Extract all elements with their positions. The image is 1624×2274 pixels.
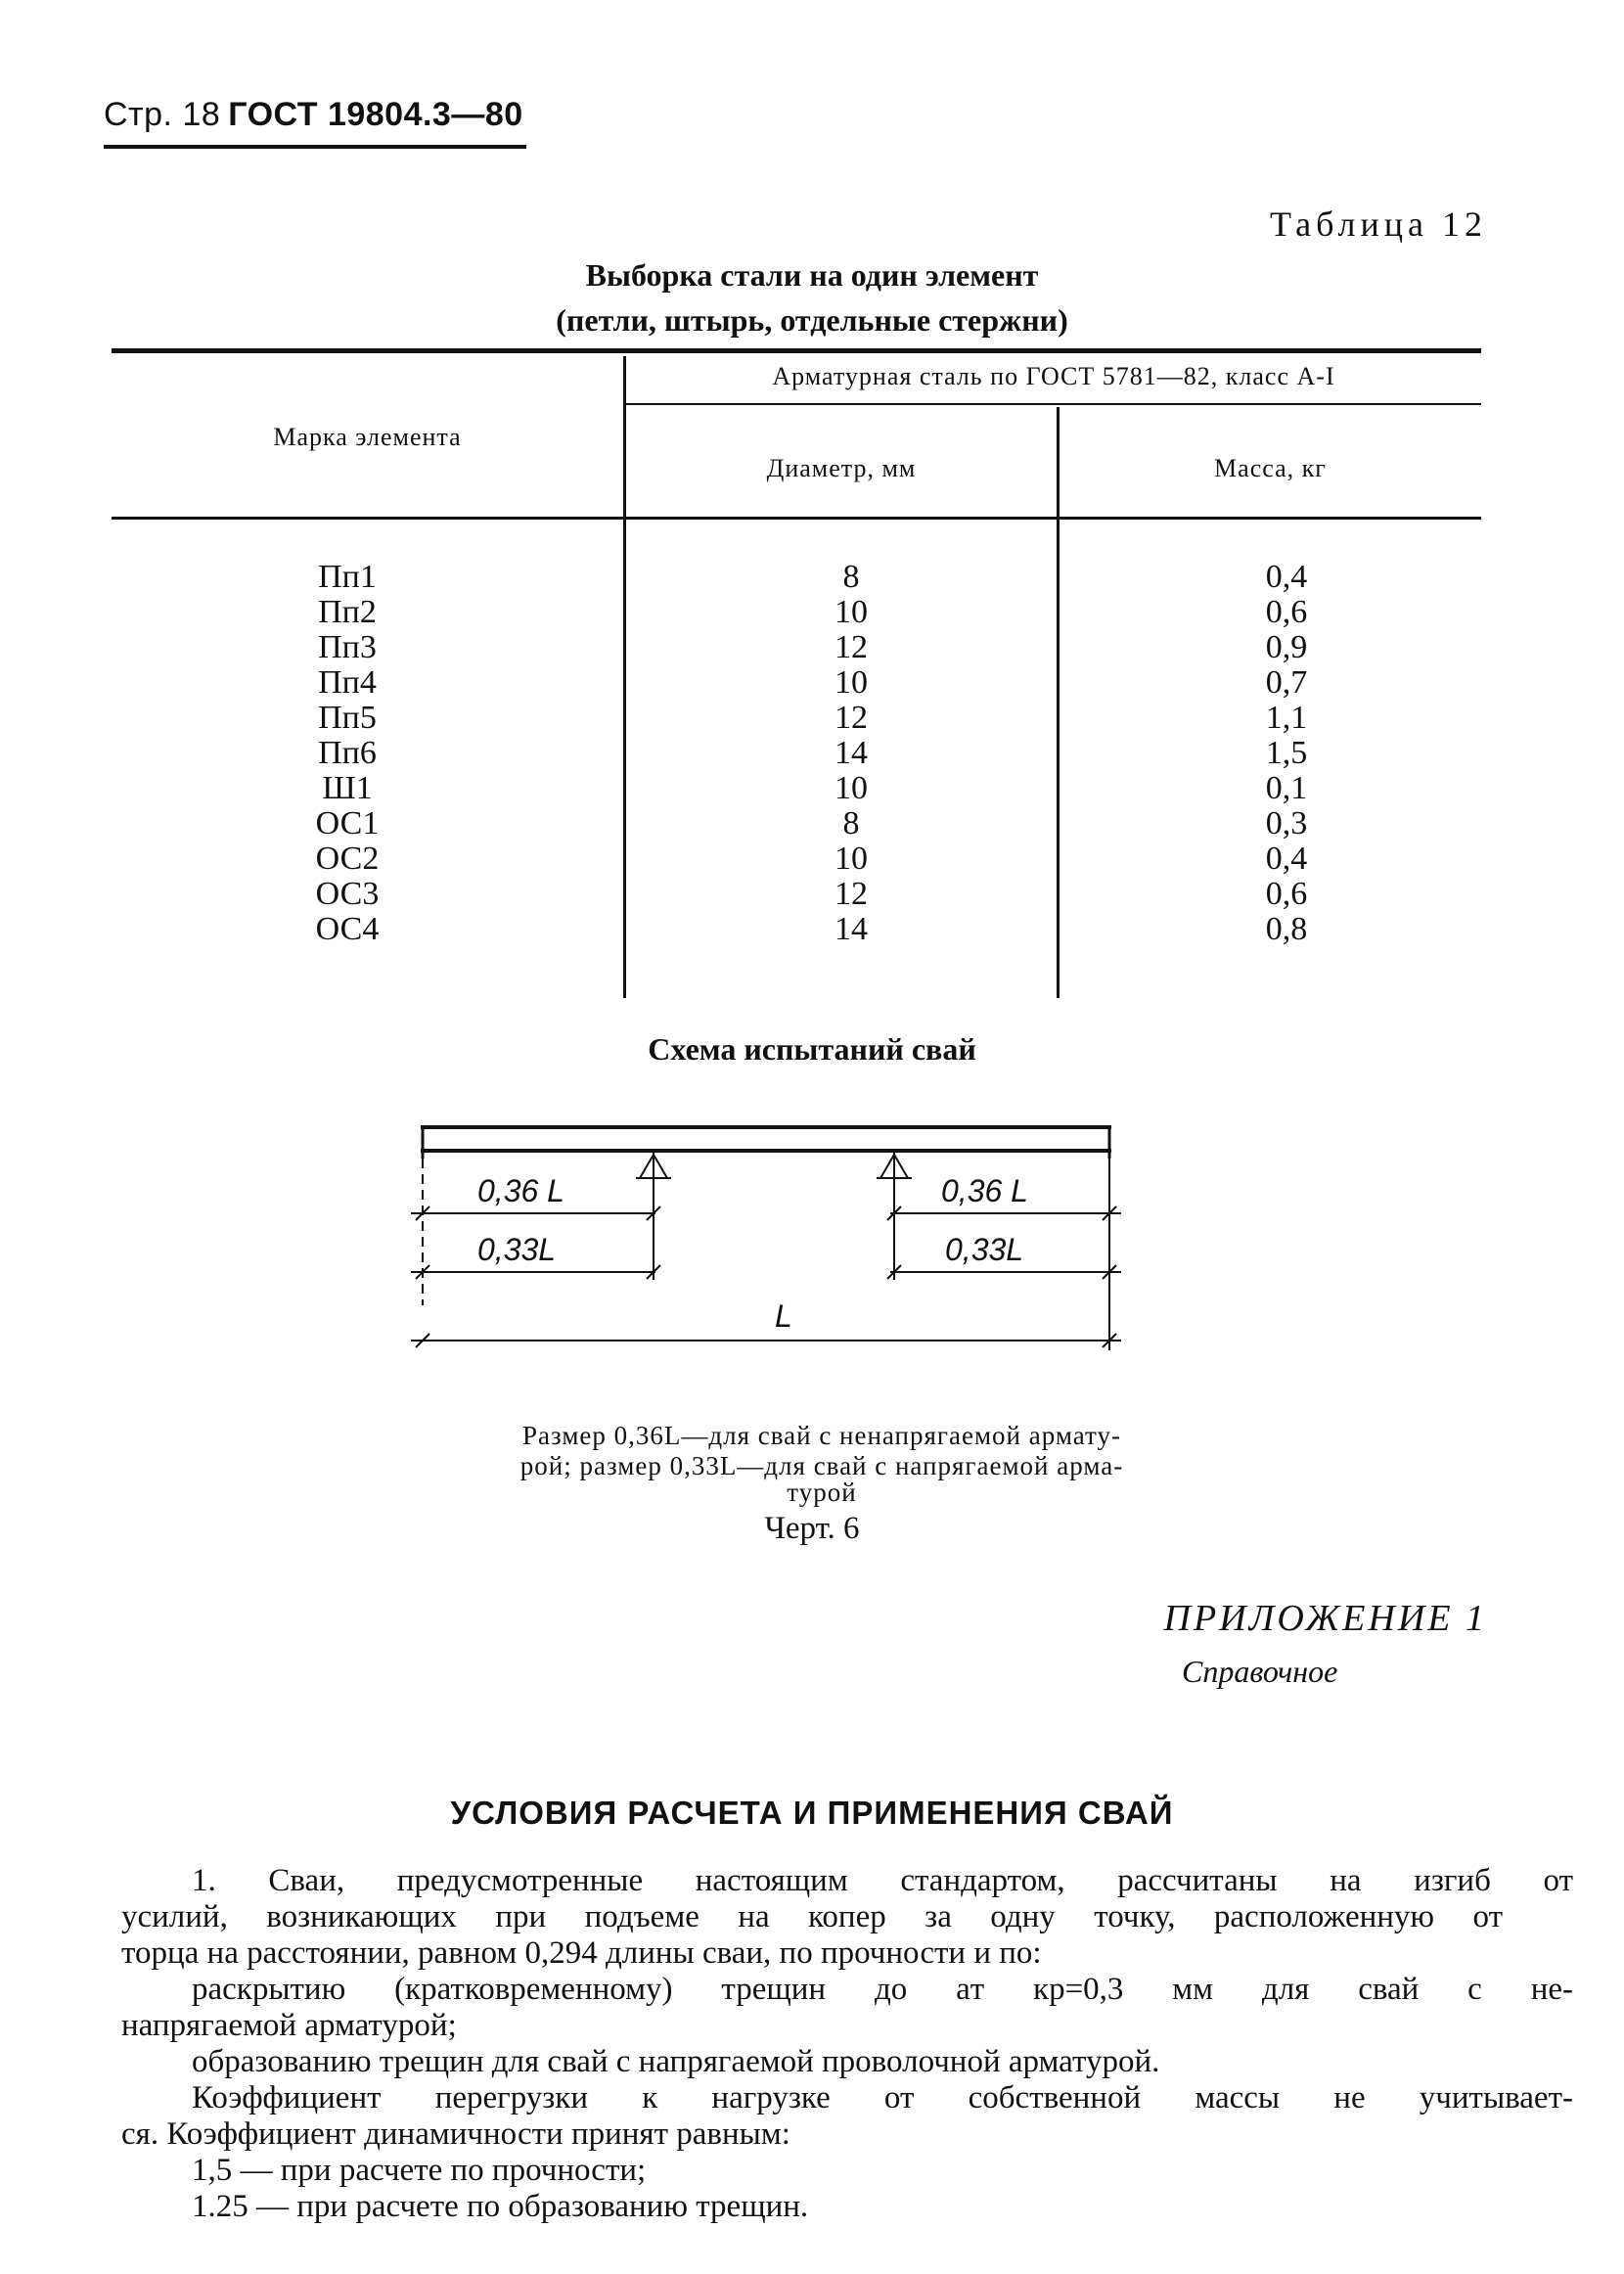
table-title-line-1: Выборка стали на один элемент [585,257,1039,293]
appendix-title: ПРИЛОЖЕНИЕ 1 [1163,1598,1487,1639]
body-line-7: Коэффициент перегрузки к нагрузке от собственной массы не учитывает- [192,2080,1573,2115]
row-mark: Пп2 [318,594,377,630]
row-diameter: 10 [835,841,868,877]
row-mark: Пп4 [318,664,377,701]
row-diameter: 10 [835,770,868,806]
body-line-8: ся. Коэффициент динамичности принят равным: [121,2116,790,2152]
caption-line-3: турой [787,1478,857,1507]
table-number: Таблица 12 [1270,205,1487,244]
row-mark: Пп3 [318,629,377,665]
section-title: УСЛОВИЯ РАСЧЕТА И ПРИМЕНЕНИЯ СВАЙ [450,1795,1174,1831]
body-line-4: раскрытию (кратковременному) трещин до aт кр=0,3 мм для свай с не- [192,1972,1573,2007]
row-diameter: 12 [835,629,868,665]
row-mass: 0,9 [1265,629,1308,665]
dim-033-left: 0,33L [477,1232,557,1267]
row-mark: Пп6 [318,735,377,771]
row-mass: 0,4 [1265,559,1308,595]
row-mass: 0,3 [1265,805,1308,841]
body-line-9: 1,5 — при расчете по прочности; [192,2153,647,2188]
row-mark: ОС2 [315,841,380,877]
body-line-10: 1.25 — при расчете по образованию трещин. [192,2189,809,2224]
row-mass: 0,4 [1265,841,1308,877]
row-diameter: 8 [842,805,860,841]
body-line-6: образованию трещин для свай с напрягаемой проволочной арматурой. [192,2044,1160,2079]
row-mark: Пп1 [318,559,377,595]
body-line-2: усилий, возникающих при подъеме на копер за одну точку, расположенную от [121,1899,1503,1934]
appendix-subtitle: Справочное [1182,1654,1338,1689]
column-header-mass: Масса, кг [1214,454,1327,482]
body-line-5: напрягаемой арматурой; [121,2008,457,2043]
body-line-3: торца на расстоянии, равном 0,294 длины сваи, по прочности и по: [121,1935,1042,1971]
row-mass: 1,1 [1265,700,1308,736]
row-diameter: 8 [842,559,860,595]
row-mass: 0,8 [1265,911,1308,947]
standard-code: ГОСТ 19804.3—80 [228,96,523,133]
caption-line-1: Размер 0,36L—для свай с ненапрягаемой армату- [522,1421,1121,1450]
row-mark: Ш1 [322,770,373,806]
row-mass: 0,7 [1265,664,1308,701]
row-diameter: 14 [835,911,868,947]
body-line-1: 1. Сваи, предусмотренные настоящим стандартом, рассчитаны на изгиб от [192,1863,1573,1898]
row-mass: 1,5 [1265,735,1308,771]
column-group-header: Арматурная сталь по ГОСТ 5781—82, класс А-I [772,362,1335,390]
column-header-mark: Марка элемента [273,423,462,451]
column-header-diameter: Диаметр, мм [766,454,917,482]
row-diameter: 10 [835,664,868,701]
dim-036-left: 0,36 L [477,1173,564,1208]
row-mark: Пп5 [318,700,377,736]
row-diameter: 10 [835,594,868,630]
row-mark: ОС4 [315,911,380,947]
dim-036-right: 0,36 L [941,1173,1028,1208]
dim-033-right: 0,33L [945,1232,1024,1267]
row-diameter: 12 [835,700,868,736]
page-number: Стр. 18 [104,96,221,133]
figure-label: Черт. 6 [764,1511,860,1546]
diagram-title: Схема испытаний свай [648,1031,976,1067]
row-diameter: 14 [835,735,868,771]
row-mark: ОС3 [315,876,380,912]
row-mass: 0,1 [1265,770,1308,806]
caption-line-2: рой; размер 0,33L—для свай с напрягаемой арма- [519,1451,1124,1480]
row-mark: ОС1 [315,805,380,841]
row-diameter: 12 [835,876,868,912]
row-mass: 0,6 [1265,876,1308,912]
table-title-line-2: (петли, штырь, отдельные стержни) [556,302,1068,338]
row-mass: 0,6 [1265,594,1308,630]
dim-total-length: L [775,1298,792,1334]
